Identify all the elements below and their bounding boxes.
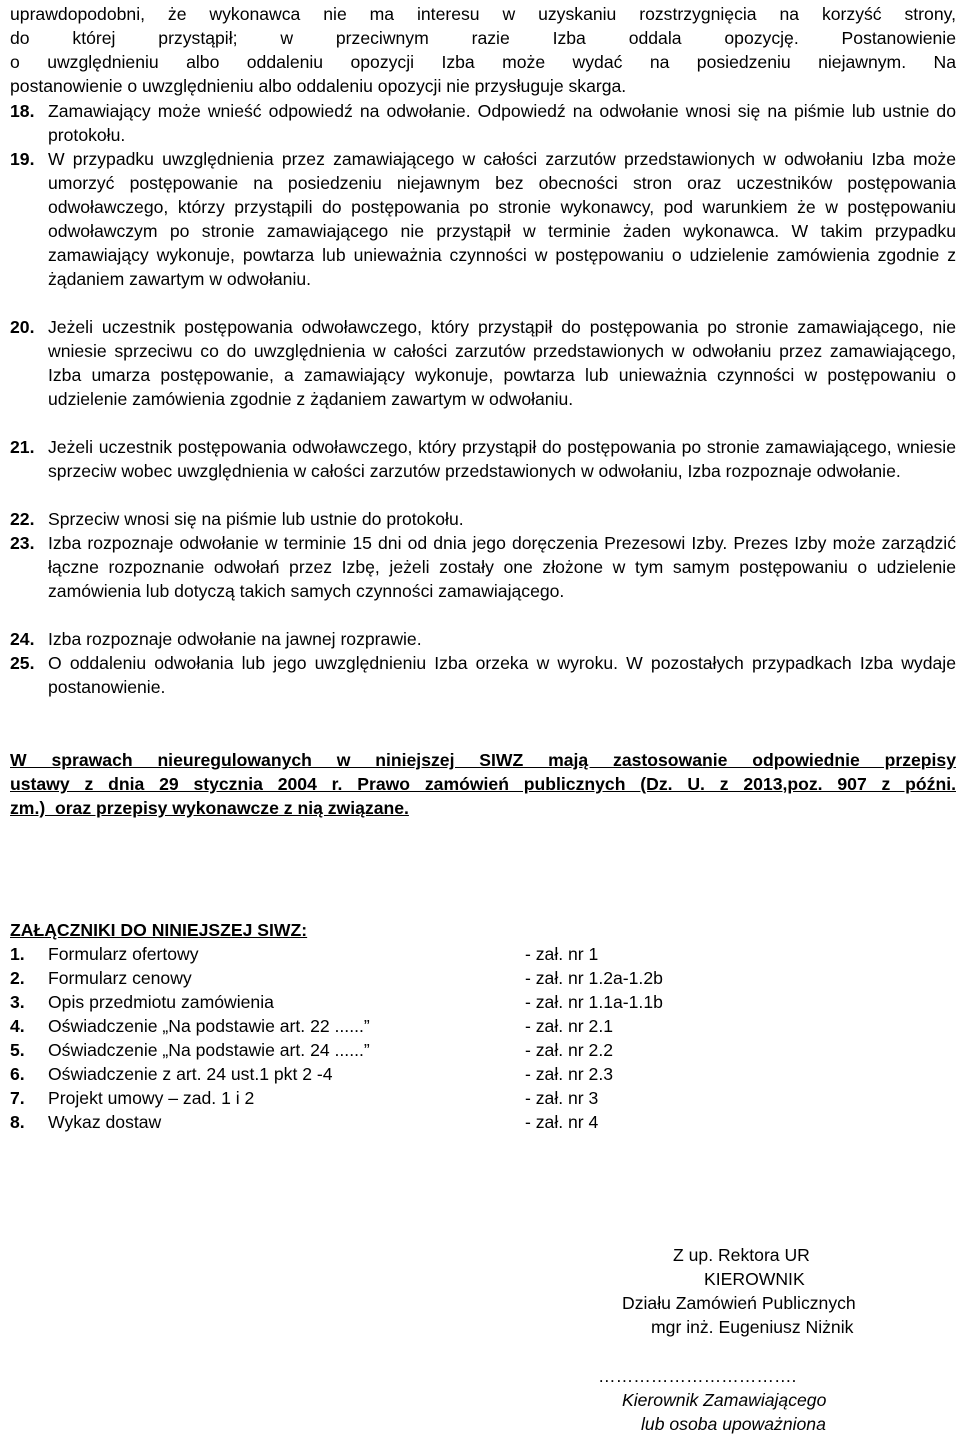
note-line-2: ustawy z dnia 29 stycznia 2004 r. Prawo zamówień publicznych (Dz. U. z 2013,poz. 907 z późni. <box>10 774 956 794</box>
signature-role-2: lub osoba upoważniona <box>641 1414 826 1434</box>
attachment-ref: - zał. nr 2.1 <box>525 1016 614 1036</box>
item-number: 21. <box>10 437 35 457</box>
item-text: O oddaleniu odwołania lub jego uwzględnieniu Izba orzeka w wyroku. W pozostałych przypadkach Izba wydaje postanowienie. <box>48 653 956 697</box>
attachment-number: 5. <box>10 1040 25 1060</box>
intro-line-1: uprawdopodobni, że wykonawca nie ma interesu w uzyskaniu rozstrzygnięcia na korzyść strony, <box>10 4 956 24</box>
intro-line-4: postanowienie o uwzględnieniu albo oddaleniu opozycji nie przysługuje skarga. <box>10 76 627 96</box>
attachment-number: 6. <box>10 1064 25 1084</box>
item-text: Sprzeciw wnosi się na piśmie lub ustnie do protokołu. <box>48 509 464 529</box>
attachment-ref: - zał. nr 3 <box>525 1088 599 1108</box>
attachment-ref: - zał. nr 2.2 <box>525 1040 614 1060</box>
attachment-label: Oświadczenie z art. 24 ust.1 pkt 2 -4 <box>48 1064 333 1084</box>
attachments-heading: ZAŁĄCZNIKI DO NINIEJSZEJ SIWZ: <box>10 920 308 940</box>
item-number: 22. <box>10 509 35 529</box>
attachment-label: Formularz ofertowy <box>48 944 199 964</box>
item-number: 24. <box>10 629 35 649</box>
attachment-ref: - zał. nr 1.2a-1.2b <box>525 968 663 988</box>
attachment-label: Oświadczenie „Na podstawie art. 22 ......” <box>48 1016 370 1036</box>
item-number: 23. <box>10 533 35 553</box>
item-number: 19. <box>10 149 35 169</box>
attachment-label: Opis przedmiotu zamówienia <box>48 992 274 1012</box>
item-text: Izba rozpoznaje odwołanie w terminie 15 dni od dnia jego doręczenia Prezesowi Izby. Prezes Izby może zarządzić łączne rozpoznanie odwołań przez Izbę, jeżeli zostały one złożone w tym samym postępowaniu o udzielenie zamówienia lub dotyczą takich samych czynności zamawiającego. <box>48 533 956 601</box>
attachment-ref: - zał. nr 2.3 <box>525 1064 614 1084</box>
intro-line-3: o uwzględnieniu albo oddaleniu opozycji Izba może wydać na posiedzeniu niejawnym. Na <box>10 52 956 72</box>
signature-line-2: KIEROWNIK <box>704 1269 805 1289</box>
item-text: Jeżeli uczestnik postępowania odwoławczego, który przystąpił do postępowania po stronie zamawiającego, nie wniesie sprzeciwu co do uwzględnienia w całości zarzutów przedstawionych w odwołaniu przez zamawiającego, Izba umarza postępowanie, a zamawiający wykonuje, powtarza lub unieważnia czynności w postępowaniu o udzielenie zamówienia zgodnie z żądaniem zawartym w odwołaniu. <box>48 317 956 409</box>
item-text: W przypadku uwzględnienia przez zamawiającego w całości zarzutów przedstawionych w odwołaniu Izba może umorzyć postępowanie na posiedzeniu niejawnym bez obecności stron oraz uczestników postępowania odwoławczego, którzy przystąpili do postępowania po stronie wykonawcy, pod warunkiem że w postępowaniu odwoławczym po stronie zamawiającego nie przystąpił w terminie żaden wykonawca. W takim przypadku zamawiający wykonuje, powtarza lub unieważnia czynności w postępowaniu o udzielenie zamówienia zgodnie z żądaniem zawartym w odwołaniu. <box>48 149 956 289</box>
attachment-ref: - zał. nr 1.1a-1.1b <box>525 992 663 1012</box>
item-text: Jeżeli uczestnik postępowania odwoławczego, który przystąpił do postępowania po stronie zamawiającego, wniesie sprzeciw wobec uwzględnienia w całości zarzutów przedstawionych w odwołaniu, Izba rozpoznaje odwołanie. <box>48 437 956 481</box>
note-line-3: zm.) oraz przepisy wykonawcze z nią związane. <box>10 798 409 818</box>
item-text: Zamawiający może wnieść odpowiedź na odwołanie. Odpowiedź na odwołanie wnosi się na piśmie lub ustnie do protokołu. <box>48 101 956 145</box>
attachment-ref: - zał. nr 4 <box>525 1112 599 1132</box>
intro-line-2: do której przystąpił; w przeciwnym razie Izba oddala opozycję. Postanowienie <box>10 28 956 48</box>
note-line-1: W sprawach nieuregulowanych w niniejszej SIWZ mają zastosowanie odpowiednie przepisy <box>10 750 956 770</box>
attachment-number: 2. <box>10 968 25 988</box>
signature-dots: ……………………………. <box>598 1366 797 1386</box>
attachment-label: Formularz cenowy <box>48 968 192 988</box>
attachment-ref: - zał. nr 1 <box>525 944 599 964</box>
intro-paragraph <box>10 2 956 98</box>
attachment-label: Projekt umowy – zad. 1 i 2 <box>48 1088 255 1108</box>
signature-line-3: Działu Zamówień Publicznych <box>622 1293 856 1313</box>
attachment-label: Oświadczenie „Na podstawie art. 24 ......” <box>48 1040 370 1060</box>
attachment-number: 8. <box>10 1112 25 1132</box>
item-number: 18. <box>10 101 35 121</box>
item-text: Izba rozpoznaje odwołanie na jawnej rozprawie. <box>48 629 422 649</box>
attachment-number: 3. <box>10 992 25 1012</box>
item-number: 20. <box>10 317 35 337</box>
attachment-number: 1. <box>10 944 25 964</box>
signature-line-1: Z up. Rektora UR <box>673 1245 810 1265</box>
signature-line-4: mgr inż. Eugeniusz Niżnik <box>651 1317 854 1337</box>
signature-role-1: Kierownik Zamawiającego <box>622 1390 827 1410</box>
attachment-number: 4. <box>10 1016 25 1036</box>
attachment-label: Wykaz dostaw <box>48 1112 162 1132</box>
attachment-number: 7. <box>10 1088 25 1108</box>
item-number: 25. <box>10 653 35 673</box>
